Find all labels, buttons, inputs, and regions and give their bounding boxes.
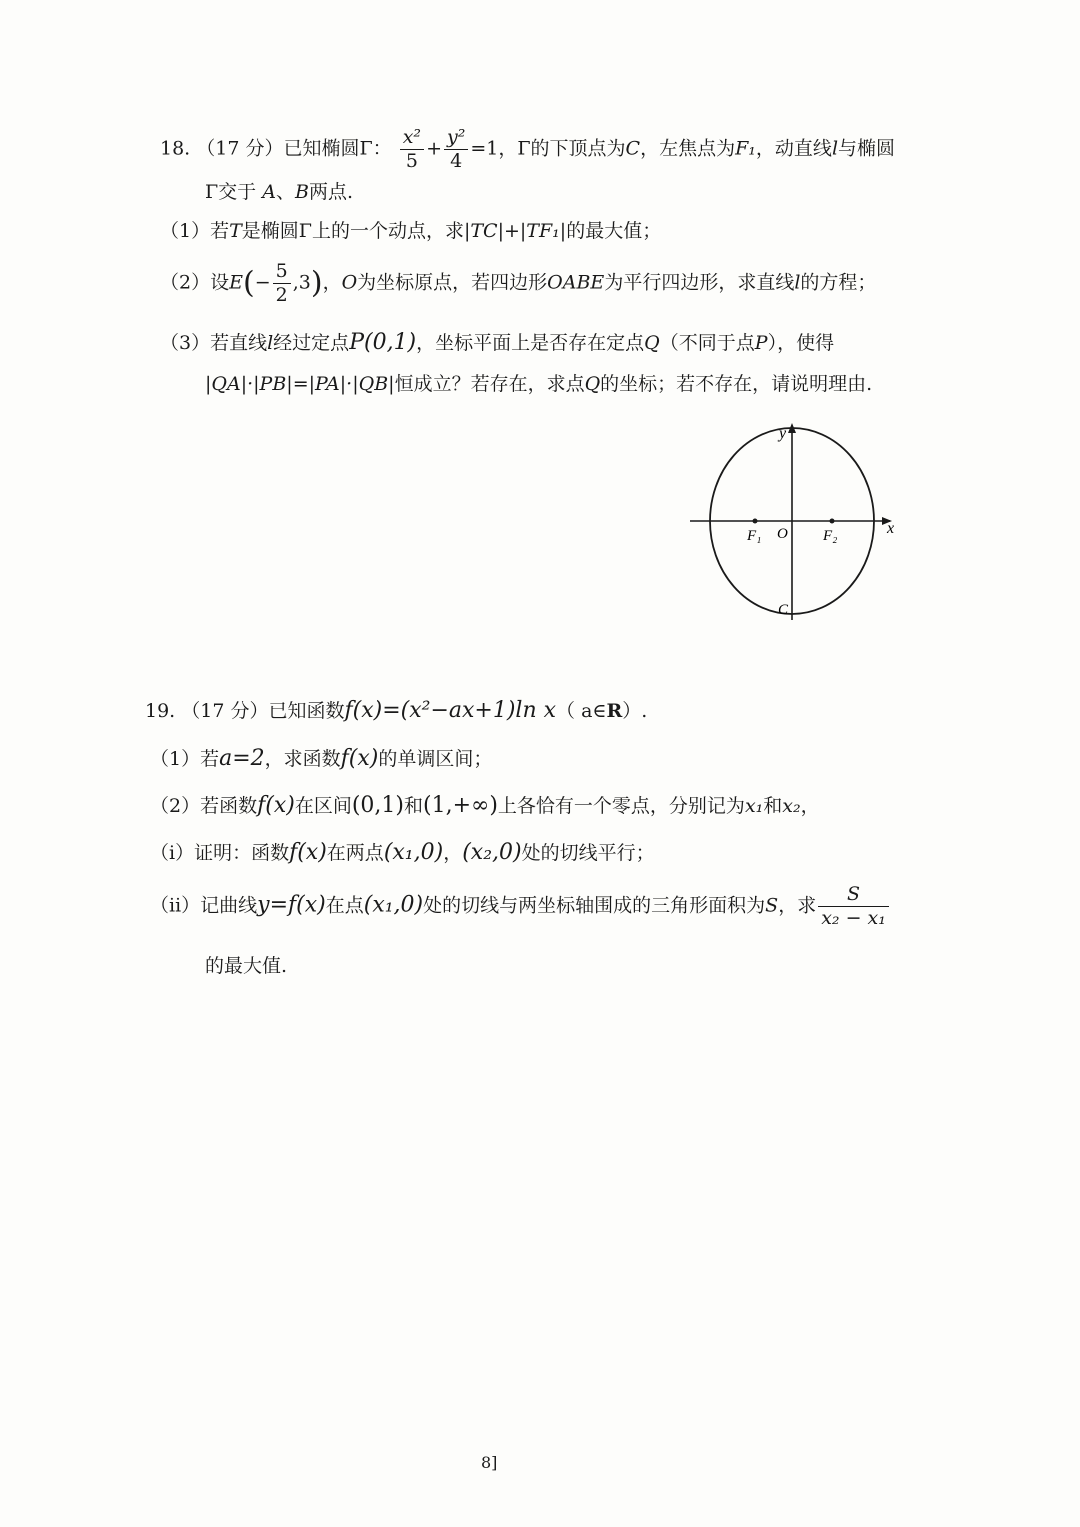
q18-p2-o: O <box>341 271 358 294</box>
q19-cond-end: ）. <box>622 700 648 722</box>
q19-pii-end: 的最大值. <box>205 955 288 977</box>
q19-p1-f: f(x) <box>340 746 379 771</box>
q18-p3-end: 恒成立？若存在，求点 <box>394 373 585 395</box>
q19-pii-label: （ⅱ）记曲线 <box>150 894 258 917</box>
q19-pii-s: S <box>765 894 779 917</box>
q18-f1: F₁ <box>735 137 756 160</box>
q18-p3-text: 经过定点 <box>273 332 350 354</box>
q18-line2 <box>205 183 353 202</box>
q18-p3-l: l <box>267 332 274 354</box>
q19-p2-interval2: (1,+∞) <box>423 793 498 818</box>
q18-p2-e: E <box>229 271 243 294</box>
q19-pi-text: 在两点 <box>326 842 384 864</box>
q19-line1 <box>145 700 647 722</box>
focus-f2-dot <box>830 519 835 524</box>
q19-p2-x1: x₁ <box>744 795 764 817</box>
q19-pi-pt2: (x₂,0) <box>462 840 522 865</box>
q18-part3-line1 <box>160 332 834 354</box>
q18-p3-text2: ，坐标平面上是否存在定点 <box>416 332 645 354</box>
q18-c: C <box>625 137 641 160</box>
q19-part1 <box>150 748 492 770</box>
q19-cond: （ a∈ <box>556 700 607 722</box>
x-axis-label: x <box>887 520 895 537</box>
q18-plus: + <box>426 137 442 160</box>
q18-p3-expr: |QA|·|PB|=|PA|·|QB| <box>205 373 395 395</box>
q18-p1-expr: |TC|+|TF₁| <box>463 220 567 242</box>
origin-label: O <box>777 526 788 542</box>
q18-p2-after: ,3 <box>292 271 311 294</box>
f1-label: F₁ <box>747 528 762 544</box>
q18-part3-line2 <box>205 375 872 394</box>
q18-p1-text: 是椭圆Γ上的一个动点，求 <box>241 220 464 242</box>
q18-part1 <box>160 222 661 241</box>
q19-pi-pt1: (x₁,0) <box>383 840 444 865</box>
q19-pi-end: 处的切线平行； <box>521 842 655 864</box>
q18-p3-end2: 的坐标；若不存在，请说明理由. <box>600 373 873 395</box>
q18-p3-text3: （不同于点 <box>659 332 755 354</box>
q19-pii-text2: 处的切线与两坐标轴围成的三角形面积为 <box>423 894 766 917</box>
q18-p2-minus: − <box>254 271 271 294</box>
q18-p1-label: （1）若 <box>160 220 230 242</box>
q19-p2-interval1: (0,1) <box>351 793 404 818</box>
q18-text3: ，动直线 <box>755 137 832 160</box>
q18-p3-q: Q <box>644 332 660 354</box>
q18-p2-oabe: OABE <box>547 271 605 294</box>
q19-pii-text3: ，求 <box>778 894 817 917</box>
ellipse-figure <box>685 420 915 630</box>
q18-part2 <box>160 262 876 305</box>
q18-p3-text4: ），使得 <box>767 332 835 354</box>
f2-label: F₂ <box>823 528 838 544</box>
q19-pii-curve: y=f(x) <box>257 892 326 918</box>
q19-pii-pt: (x₁,0) <box>363 892 424 918</box>
q19-pi-sep: ， <box>443 842 463 864</box>
q19-number: 19. <box>145 700 176 722</box>
q18-p2-end: 的方程； <box>800 271 877 294</box>
q19-intro: 已知函数 <box>268 700 345 722</box>
q18-text2: ，左焦点为 <box>640 137 736 160</box>
q18-point-a: A <box>262 181 276 203</box>
q18-frac-y: $\frac{\text{y²}}{4}$ <box>444 128 468 171</box>
q19-p1-text: ，求函数 <box>264 748 341 770</box>
q18-frac-x: $\frac{\text{x²}}{5}$ <box>400 128 424 171</box>
q18-p3-q2: Q <box>584 373 601 395</box>
q18-line2-text: Γ交于 <box>205 181 257 203</box>
q19-p2-label: （2）若函数 <box>150 795 258 817</box>
q18-score: （17 分） <box>196 137 284 160</box>
q19-p2-and2: 和 <box>763 795 783 817</box>
q18-p2-text2: 为坐标原点，若四边形 <box>357 271 548 294</box>
q19-p2-f: f(x) <box>257 793 295 818</box>
q19-p2-and: 和 <box>403 795 423 817</box>
q19-part-ii-end <box>205 957 287 976</box>
q19-pi-f: f(x) <box>289 840 327 865</box>
q19-p1-end: 的单调区间； <box>378 748 493 770</box>
q19-r: R <box>606 700 623 722</box>
y-axis-label: y <box>779 425 787 442</box>
q18-p2-frac: $\frac{5}{2}$ <box>273 262 291 305</box>
q19-p1-eq: a=2 <box>219 746 265 771</box>
q18-eq-rest: =1，Γ的下顶点为 <box>470 137 626 160</box>
q18-p2-paren-right: ) <box>310 265 323 301</box>
q18-p3-label: （3）若直线 <box>160 332 268 354</box>
q18-p2-text3: 为平行四边形，求直线 <box>604 271 795 294</box>
q19-p2-x2: x₂ <box>782 795 801 817</box>
q18-sep: 、 <box>275 181 295 203</box>
q18-text4: 与椭圆 <box>838 137 896 160</box>
q18-p2-l: l <box>794 271 801 294</box>
q19-pi-label: （ⅰ）证明：函数 <box>150 842 290 864</box>
q18-intro: 已知椭圆Γ： <box>283 137 392 160</box>
q18-p2-text: ， <box>322 271 342 294</box>
q19-part-ii <box>150 885 891 928</box>
q18-p3-p: P(0,1) <box>349 330 417 355</box>
q18-p2-paren-left: ( <box>242 265 255 301</box>
q18-l: l <box>831 137 839 160</box>
q19-p2-end: ， <box>800 795 820 817</box>
q19-p1-label: （1）若 <box>150 748 220 770</box>
q19-pii-frac: $\frac{S}{\text{x₂ − x₁}}$ <box>818 885 889 928</box>
q18-line1 <box>160 128 895 171</box>
q18-line2-end: 两点. <box>308 181 353 203</box>
q19-pii-text: 在点 <box>325 894 364 917</box>
q18-p1-end: 的最大值； <box>566 220 662 242</box>
page-number: 8] <box>481 1453 498 1472</box>
q18-point-b: B <box>294 181 309 203</box>
q18-number: 18. <box>160 137 191 160</box>
focus-f1-dot <box>753 519 758 524</box>
q19-function: f(x)=(x²−ax+1)ln x <box>344 698 557 723</box>
c-label: C <box>778 602 789 618</box>
q19-p2-text2: 上各恰有一个零点，分别记为 <box>497 795 745 817</box>
q18-p2-label: （2）设 <box>160 271 230 294</box>
q19-part-i <box>150 842 655 864</box>
q19-p2-text: 在区间 <box>294 795 352 817</box>
q18-p3-p2: P <box>754 332 768 354</box>
q19-part2 <box>150 795 820 817</box>
q18-p1-t: T <box>229 220 242 242</box>
q19-score: （17 分） <box>181 700 269 722</box>
